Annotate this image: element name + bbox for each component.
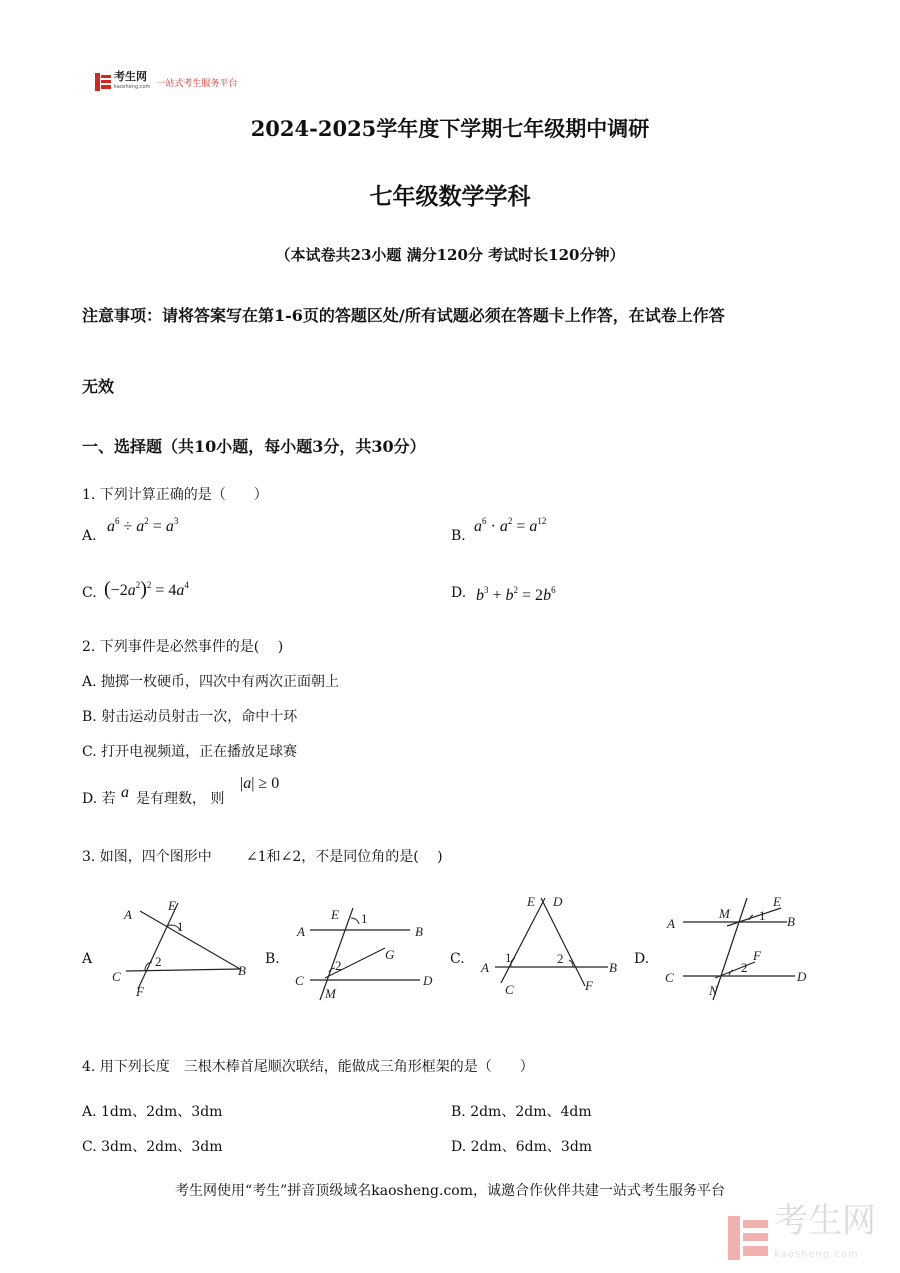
- svg-text:D: D: [797, 969, 807, 984]
- q3-stem-b: ∠1和∠2，不是同位角的是( ): [246, 849, 443, 865]
- q3-figure-d: [655, 890, 820, 1005]
- q4-option-a: A. 1dm、2dm、3dm: [82, 1104, 223, 1120]
- q2-option-d-label: D. 若: [82, 791, 116, 807]
- q3-figure-b-label: B.: [265, 951, 280, 967]
- q3-figure-c-label: C.: [450, 951, 465, 967]
- svg-text:M: M: [719, 906, 730, 921]
- header-logo: [95, 72, 237, 92]
- svg-text:C: C: [505, 982, 514, 997]
- q1-option-d-formula: $b^3 + b^2 = 2b^6$: [476, 585, 556, 604]
- svg-text:B: B: [238, 963, 246, 978]
- svg-text:1: 1: [361, 911, 368, 926]
- watermark-logo-icon: [728, 1216, 768, 1260]
- svg-text:M: M: [325, 986, 336, 1001]
- q1-option-c-label: C.: [82, 585, 97, 601]
- svg-text:A: A: [124, 907, 132, 922]
- footer-text: 考生网使用“考生”拼音顶级域名kaosheng.com，诚邀合作伙伴共建一站式考生服务平台: [174, 1183, 726, 1199]
- svg-text:2: 2: [155, 954, 162, 969]
- q3-stem-a: 3. 如图，四个图形中: [82, 849, 212, 865]
- svg-text:1: 1: [505, 950, 512, 965]
- logo-slogan: 一站式考生服务平台: [156, 78, 238, 89]
- svg-text:A: A: [481, 960, 489, 975]
- q4-option-c: C. 3dm、2dm、3dm: [82, 1139, 223, 1155]
- svg-text:N: N: [709, 983, 718, 998]
- svg-text:B: B: [609, 960, 617, 975]
- svg-text:2: 2: [557, 951, 564, 966]
- q1-stem: 1. 下列计算正确的是（ ）: [82, 487, 268, 503]
- q2-option-d-formula: |a| ≥ 0: [240, 775, 280, 792]
- q4-stem: 4. 用下列长度 三根木棒首尾顺次联结，能做成三角形框架的是（ ）: [82, 1059, 534, 1075]
- q4-option-d: D. 2dm、6dm、3dm: [451, 1139, 593, 1155]
- q1-option-a-formula: $a^6 \div a^2 = a^3$: [107, 516, 179, 535]
- svg-text:1: 1: [177, 919, 184, 934]
- q2-option-a: A. 抛掷一枚硬币，四次中有两次正面朝上: [82, 674, 340, 690]
- page-title: 2024-2025学年度下学期七年级期中调研: [250, 116, 650, 141]
- svg-text:D: D: [553, 894, 563, 909]
- q1-option-b-formula: $a^6 \cdot a^2 = a^{12}$: [474, 516, 547, 535]
- notice-line-1: 注意事项：请将答案写在第1-6页的答题区处/所有试题必须在答题卡上作答，在试卷上作答: [82, 306, 725, 325]
- q4-option-b: B. 2dm、2dm、4dm: [451, 1104, 592, 1120]
- exam-info: （本试卷共23小题 满分120分 考试时长120分钟）: [275, 246, 625, 264]
- q3-figure-b: [285, 900, 445, 1005]
- section-1-title: 一、选择题（共10小题，每小题3分，共30分）: [82, 437, 426, 456]
- svg-text:G: G: [385, 947, 395, 962]
- svg-text:E: E: [527, 894, 535, 909]
- svg-text:E: E: [168, 898, 176, 913]
- svg-text:E: E: [773, 894, 781, 909]
- q2-option-c: C. 打开电视频道，正在播放足球赛: [82, 744, 298, 760]
- q3-figure-a: [100, 893, 260, 1003]
- subject-title: 七年级数学学科: [369, 183, 531, 210]
- svg-text:B: B: [787, 914, 795, 929]
- svg-text:C: C: [112, 969, 121, 984]
- svg-text:B: B: [415, 924, 423, 939]
- logo-icon: [95, 73, 111, 91]
- notice-line-2: 无效: [82, 377, 115, 396]
- watermark-text: 考生网: [774, 1201, 876, 1241]
- q3-figure-d-label: D.: [634, 951, 650, 967]
- svg-text:C: C: [665, 970, 674, 985]
- q1-option-c-formula: $(-2a^2)^2 = 4a^4$: [104, 578, 189, 600]
- q3-figure-c: [473, 888, 633, 1003]
- q1-option-d-label: D.: [451, 585, 467, 601]
- svg-text:2: 2: [335, 958, 342, 973]
- q2-option-b: B. 射击运动员射击一次，命中十环: [82, 709, 298, 725]
- q1-option-b-label: B.: [451, 528, 466, 544]
- svg-text:F: F: [585, 978, 593, 993]
- logo-name: 考生网: [114, 70, 147, 83]
- svg-text:D: D: [423, 973, 433, 988]
- svg-text:E: E: [331, 907, 339, 922]
- svg-text:2: 2: [741, 960, 748, 975]
- q3-figure-a-label: A: [82, 951, 93, 967]
- q1-option-a-label: A.: [82, 528, 97, 544]
- watermark-domain: kaosheng.com: [774, 1249, 859, 1260]
- svg-text:A: A: [667, 916, 675, 931]
- watermark: [728, 1201, 876, 1272]
- svg-text:F: F: [753, 948, 761, 963]
- q2-option-d-var: a: [121, 784, 129, 801]
- q2-stem: 2. 下列事件是必然事件的是( ): [82, 639, 284, 655]
- svg-text:1: 1: [759, 908, 766, 923]
- svg-text:F: F: [136, 984, 144, 999]
- svg-text:A: A: [297, 924, 305, 939]
- logo-domain: kaosheng.com: [114, 84, 151, 90]
- q2-option-d-text: 是有理数， 则: [136, 791, 225, 807]
- svg-text:C: C: [295, 973, 304, 988]
